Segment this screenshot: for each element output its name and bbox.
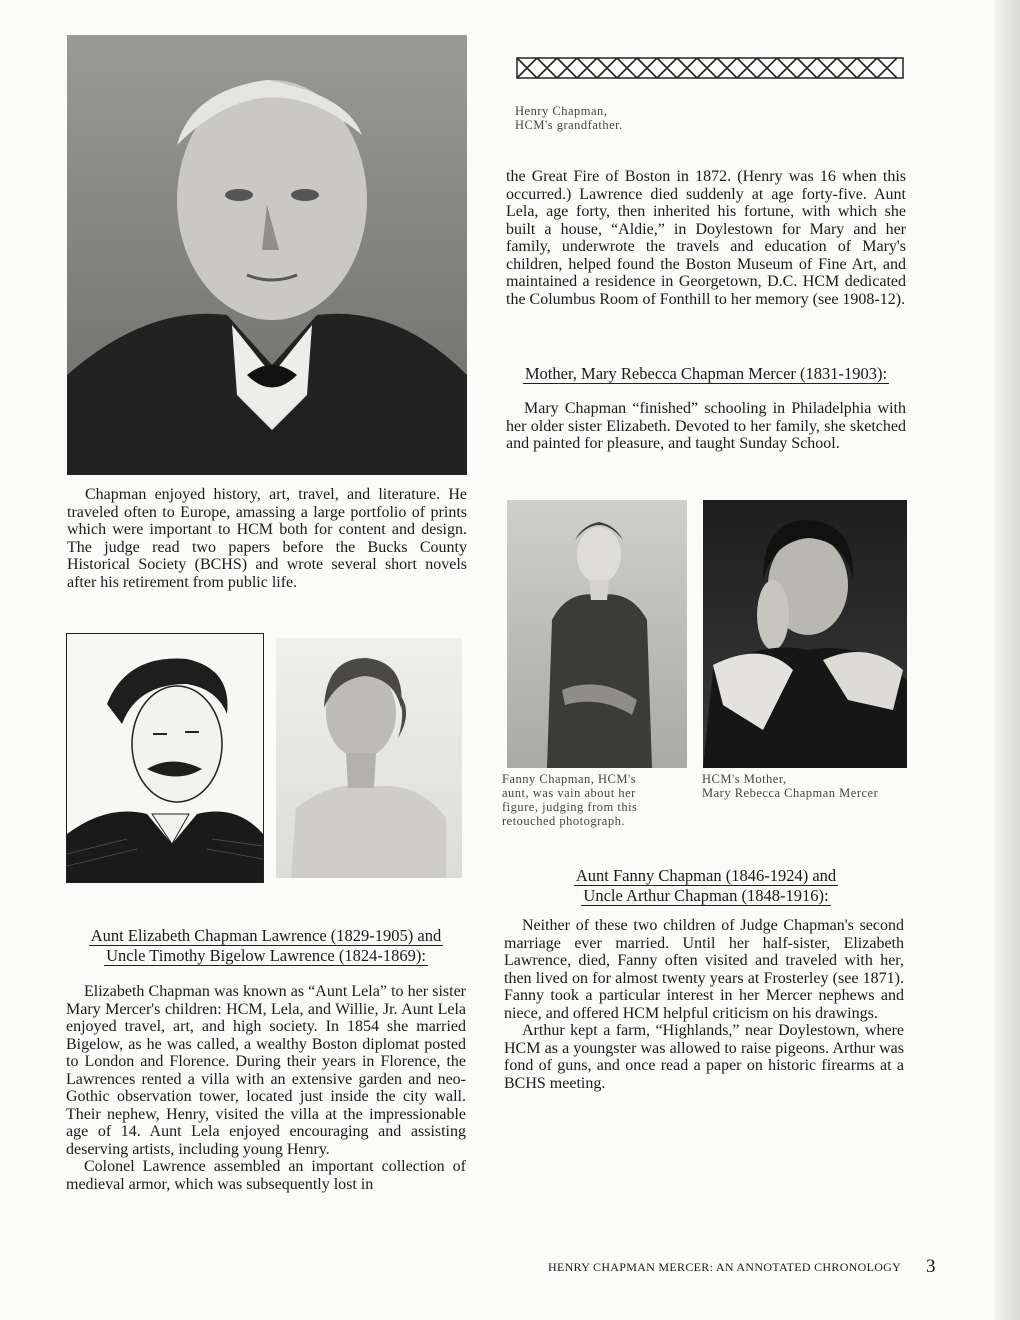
- paragraph: Neither of these two children of Judge Chapman's second marriage ever married. Until her half-sister, Elizabeth Lawrence, died, Fanny often visited and traveled with her, then lived on for almost twenty years at Frosterley (see 1871). Fanny took a particular interest in her Mercer nephews and niece, and offered HCM helpful criticism on his drawings.: [504, 917, 904, 1022]
- caption-line: HCM's Mother,: [702, 772, 787, 786]
- heading-line: Uncle Arthur Chapman (1848-1916):: [583, 886, 829, 905]
- henry-chapman-text: [67, 486, 467, 591]
- paragraph: Mary Chapman “finished” schooling in Philadelphia with her older sister Elizabeth. Devoted to her family, she sketched and painted for pleasure, and taught Sunday School.: [506, 400, 906, 452]
- caption-line: Fanny Chapman, HCM's: [502, 772, 637, 786]
- caption-line: Mary Rebecca Chapman Mercer: [702, 786, 879, 800]
- page-number: 3: [926, 1256, 936, 1277]
- caption-line: HCM's grandfather.: [515, 118, 623, 132]
- heading-line: Aunt Elizabeth Chapman Lawrence (1829-1905) and: [90, 926, 442, 945]
- paragraph: Arthur kept a farm, “Highlands,” near Doylestown, where HCM as a youngster was allowed to raise pigeons. Arthur was fond of guns, and once read a paper on historic firearms at a BCHS meeting.: [504, 1022, 904, 1092]
- heading-text: Mother, Mary Rebecca Chapman Mercer (1831-1903):: [524, 364, 888, 383]
- caption-line: retouched photograph.: [502, 814, 625, 828]
- paragraph: Elizabeth Chapman was known as “Aunt Lela” to her sister Mary Mercer's children: HCM, Lela, and Willie, Jr. Aunt Lela enjoyed travel, art, and high society. In 1854 she married Bigelow, as he was called, a wealthy Boston diplomat posted to London and Florence. During their years in Florence, the Lawrences rented a villa with an extensive garden and neo-Gothic observation tower, located just inside the city wall. Their nephew, Henry, visited the villa at the impressionable age of 14. Aunt Lela enjoyed encouraging and assisting deserving artists, including young Henry.: [66, 983, 466, 1158]
- aunt-lela-continuation-text: [506, 168, 906, 308]
- heading-line: Aunt Fanny Chapman (1846-1924) and: [575, 866, 837, 885]
- caption-line: Henry Chapman,: [515, 104, 608, 118]
- timothy-lawrence-engraving: [66, 633, 264, 883]
- paragraph: the Great Fire of Boston in 1872. (Henry was 16 when this occurred.) Lawrence died suddenly at age forty-five. Aunt Lela, age forty, then inherited his fortune, with which she built a house, “Aldie,” in Doylestown for Mary and her family, underwrote the travels and education of Mary's children, helped found the Boston Museum of Fine Art, and maintained a residence in Georgetown, D.C. HCM dedicated the Columbus Room of Fonthill to her memory (see 1908-12).: [506, 168, 906, 308]
- mary-rebecca-mercer-photo: [703, 500, 907, 768]
- fanny-arthur-heading: [500, 866, 912, 906]
- page-edge-shadow: [995, 0, 1020, 1320]
- decorative-border-ornament: [516, 57, 904, 79]
- caption-line: figure, judging from this: [502, 800, 638, 814]
- running-footer-title: HENRY CHAPMAN MERCER: AN ANNOTATED CHRONOLOGY: [548, 1260, 902, 1274]
- elizabeth-lawrence-photo: [276, 638, 462, 878]
- paragraph: Colonel Lawrence assembled an important collection of medieval armor, which was subsequently lost in: [66, 1158, 466, 1193]
- mother-section-heading: [500, 364, 912, 384]
- caption-line: aunt, was vain about her: [502, 786, 636, 800]
- elizabeth-timothy-heading: [60, 926, 472, 966]
- henry-chapman-portrait: [67, 35, 467, 475]
- mother-section-text: [506, 400, 906, 453]
- heading-line: Uncle Timothy Bigelow Lawrence (1824-1869):: [106, 946, 426, 965]
- fanny-chapman-photo: [507, 500, 687, 768]
- elizabeth-timothy-text: [66, 983, 466, 1193]
- henry-chapman-caption: [515, 104, 815, 132]
- fanny-chapman-caption: [502, 772, 692, 828]
- paragraph: Chapman enjoyed history, art, travel, and literature. He traveled often to Europe, amassing a large portfolio of prints which were important to HCM both for content and design. The judge read two papers before the Bucks County Historical Society (BCHS) and wrote several short novels after his retirement from public life.: [67, 486, 467, 591]
- mother-caption: [702, 772, 922, 800]
- fanny-arthur-text: [504, 917, 904, 1092]
